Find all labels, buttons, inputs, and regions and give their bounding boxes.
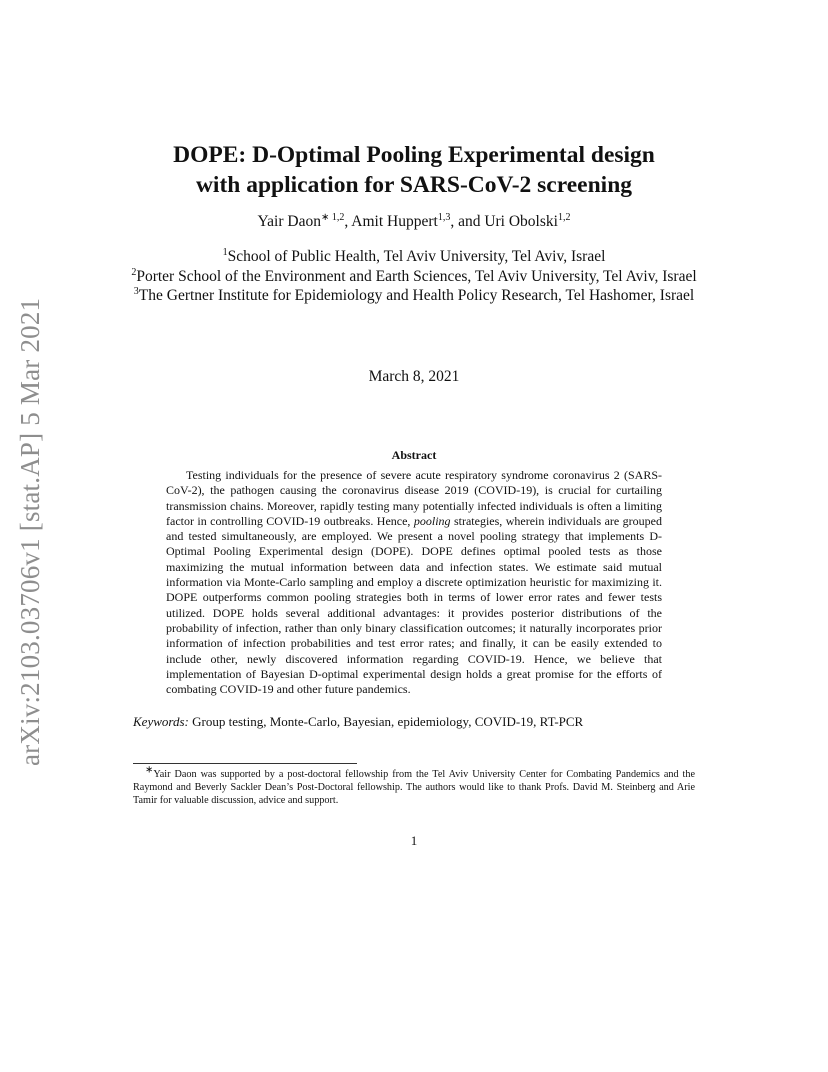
paper-title	[110, 140, 718, 200]
affiliation-text: School of Public Health, Tel Aviv University, Tel Aviv, Israel	[227, 248, 606, 265]
affiliation-text: The Gertner Institute for Epidemiology and Health Policy Research, Tel Hashomer, Israel	[138, 287, 695, 304]
affiliation-mark: 3	[133, 285, 139, 297]
footnote-rule	[133, 763, 357, 764]
affiliation	[128, 286, 700, 306]
affiliation-text: Porter School of the Environment and Earth Sciences, Tel Aviv University, Tel Aviv, Israel	[136, 267, 697, 285]
abstract-emphasis: pooling	[413, 513, 451, 528]
affiliation-mark: 2	[131, 266, 137, 278]
author-list	[110, 213, 718, 231]
affiliation	[128, 247, 700, 267]
author-affiliation-mark: ∗ 1,2	[320, 211, 345, 223]
author-separator: ,	[344, 213, 352, 230]
footnote	[133, 764, 695, 807]
keywords-label: Keywords:	[133, 714, 189, 729]
abstract-text: strategies, wherein individuals are grouped and tested simultaneously, are employed. We present a novel pooling strategy that implements D-Optimal Pooling Experimental design (DOPE). DOPE defines optimal pooled tests as those maximizing the mutual information between data and infection states. We estimate said mutual information via Monte-Carlo sampling and employ a discrete optimization heuristic for maximizing it. DOPE outperforms common pooling strategies both in terms of lower error rates and fewer tests utilized. DOPE holds several additional advantages: it provides posterior distributions of the probability of infection, rather than only binary classification outcomes; it naturally incorporates prior information of infection probabilities and test error rates; and finally, it can be easily extended to include other, newly discovered information regarding COVID-19. Hence, we believe that implementation of Bayesian D-optimal experimental design holds a great promise for the efforts of combating COVID-19 and other future pandemics.	[166, 513, 662, 697]
page-number: 1	[410, 833, 418, 848]
affiliation	[128, 267, 700, 287]
author-affiliation-mark: 1,3	[437, 211, 451, 223]
footnote-text: Yair Daon was supported by a post-doctoral fellowship from the Tel Aviv University Center for Combating Pandemics and the Raymond and Beverly Sackler Dean’s Post-Doctoral fellowship. The authors would like to thank Profs. David M. Steinberg and Arie Tamir for valuable discussion, advice and support.	[133, 769, 695, 806]
author-name: Uri Obolski	[484, 213, 558, 230]
abstract-body	[166, 468, 662, 697]
keywords-text: Group testing, Monte-Carlo, Bayesian, epidemiology, COVID-19, RT-PCR	[188, 714, 584, 729]
keywords	[133, 714, 695, 730]
author-name: Yair Daon	[257, 213, 321, 230]
affiliation-mark: 1	[222, 246, 228, 258]
footnote-mark: ∗	[145, 764, 154, 776]
title-line-2: with application for SARS-CoV-2 screening	[195, 172, 633, 198]
abstract-heading: Abstract	[391, 448, 437, 462]
author-affiliation-mark: 1,2	[557, 211, 571, 223]
paper-date: March 8, 2021	[368, 368, 460, 385]
arxiv-identifier-stamp: arXiv:2103.03706v1 [stat.AP] 5 Mar 2021	[15, 297, 45, 766]
author-name: Amit Huppert	[351, 213, 438, 230]
affiliations	[128, 247, 700, 306]
title-line-1: DOPE: D-Optimal Pooling Experimental design	[173, 142, 655, 168]
author-separator: , and	[450, 213, 485, 230]
abstract-text: Testing individuals for the presence of severe acute respiratory syndrome coronavirus 2 (SARS-CoV-2), the pathogen causing the coronavirus disease 2019 (COVID-19), is crucial for curtailing transmission chains. Moreover, rapidly testing many potentially infected individuals is often a limiting factor in controlling COVID-19 outbreaks. Hence,	[166, 468, 662, 528]
